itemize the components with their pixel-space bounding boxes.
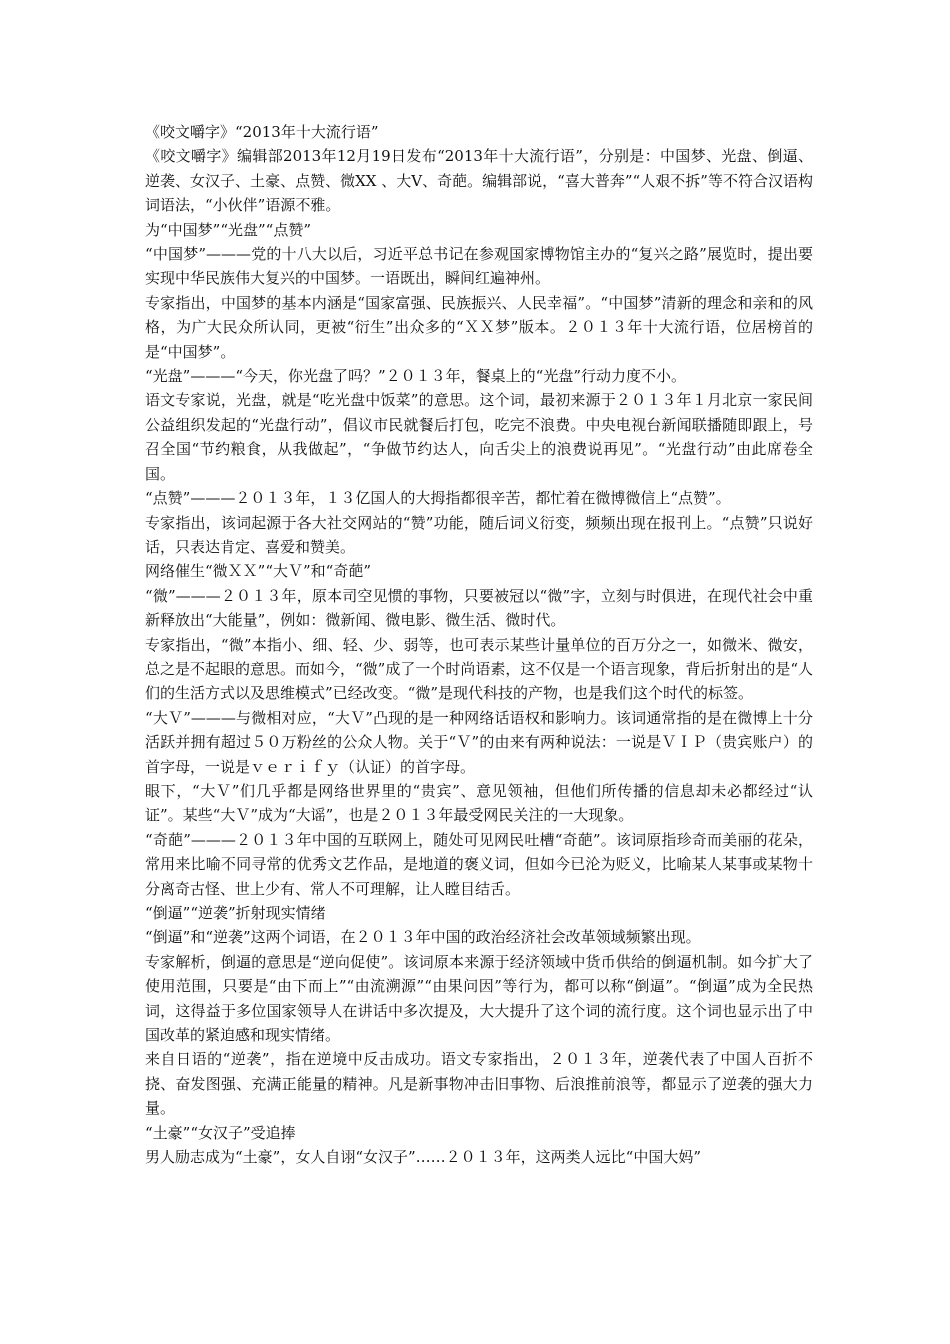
paragraph: “点赞”———２０１３年，１３亿国人的大拇指都很辛苦，都忙着在微博微信上“点赞”。: [145, 489, 731, 508]
paragraph: “光盘”———“今天，你光盘了吗？”２０１３年，餐桌上的“光盘”行动力度不小。: [145, 367, 687, 386]
article-body: [145, 120, 813, 1169]
paragraph: 眼下，“大Ｖ”们几乎都是网络世界里的“贵宾”、意见领袖，但他们所传播的信息却未必都经过“认证”。某些“大Ｖ”成为“大谣”，也是２０１３年最受网民关注的一大现象。: [145, 781, 813, 825]
paragraph: 《咬文嚼字》编辑部2013年12月19日发布“2013年十大流行语”，分别是：中国梦、光盘、倒逼、逆袭、女汉子、土豪、点赞、微XX 、大V、奇葩。编辑部说，“喜大普奔”“人艰不拆”等不符合汉语构词语法，“小伙伴”语源不雅。: [145, 147, 813, 215]
section-heading: 为“中国梦”“光盘”“点赞”: [145, 220, 312, 239]
section-heading: “土豪”“女汉子”受追捧: [145, 1123, 296, 1142]
paragraph: 专家指出，“微”本指小、细、轻、少、弱等，也可表示某些计量单位的百万分之一，如微米、微安，总之是不起眼的意思。而如今，“微”成了一个时尚语素，这不仅是一个语言现象，背后折射出的是“人们的生活方式以及思维模式”已经改变。“微”是现代科技的产物，也是我们这个时代的标签。: [145, 635, 814, 703]
paragraph: “奇葩”———２０１３年中国的互联网上，随处可见网民吐槽“奇葩”。该词原指珍奇而美丽的花朵，常用来比喻不同寻常的优秀文艺作品，是地道的褒义词，但如今已沦为贬义，比喻某人某事或某物十分离奇古怪、世上少有、常人不可理解，让人瞠目结舌。: [145, 830, 813, 898]
paragraph: “倒逼”和“逆袭”这两个词语，在２０１３年中国的政治经济社会改革领域频繁出现。: [145, 928, 701, 947]
paragraph: 来自日语的“逆袭”，指在逆境中反击成功。语文专家指出，２０１３年，逆袭代表了中国人百折不挠、奋发图强、充满正能量的精神。凡是新事物冲击旧事物、后浪推前浪等，都显示了逆袭的强大力量。: [145, 1050, 813, 1118]
paragraph: 专家指出，中国梦的基本内涵是“国家富强、民族振兴、人民幸福”。“中国梦”清新的理念和亲和的风格，为广大民众所认同，更被“衍生”出众多的“ＸＸ梦”版本。２０１３年十大流行语，位居榜首的是“中国梦”。: [145, 293, 813, 361]
paragraph: “微”———２０１３年，原本司空见惯的事物，只要被冠以“微”字，立刻与时俱进，在现代社会中重新释放出“大能量”，例如：微新闻、微电影、微生活、微时代。: [145, 586, 813, 630]
paragraph: 男人励志成为“土豪”，女人自诩“女汉子”……２０１３年，这两类人远比“中国大妈”: [145, 1148, 702, 1167]
section-heading: “倒逼”“逆袭”折射现实情绪: [145, 904, 326, 922]
paragraph: 语文专家说，光盘，就是“吃光盘中饭菜”的意思。这个词，最初来源于２０１３年１月北京一家民间公益组织发起的“光盘行动”，倡议市民就餐后打包，吃完不浪费。中央电视台新闻联播随即跟上，号召全国“节约粮食，从我做起”，“争做节约达人，向舌尖上的浪费说再见”。“光盘行动”由此席卷全国。: [145, 391, 813, 483]
paragraph: 专家解析，倒逼的意思是“逆向促使”。该词原本来源于经济领域中货币供给的倒逼机制。如今扩大了使用范围，只要是“由下而上”“由流溯源”“由果问因”等行为，都可以称“倒逼”。“倒逼”成为全民热词，这得益于多位国家领导人在讲话中多次提及，大大提升了这个词的流行度。这个词也显示出了中国改革的紧迫感和现实情绪。: [145, 952, 813, 1045]
article-title: 《咬文嚼字》“2013年十大流行语”: [145, 123, 379, 141]
paragraph: “中国梦”———党的十八大以后，习近平总书记在参观国家博物馆主办的“复兴之路”展览时，提出要实现中华民族伟大复兴的中国梦。一语既出，瞬间红遍神州。: [145, 245, 813, 288]
section-heading: 网络催生“微ＸＸ”“大Ｖ”和“奇葩”: [145, 562, 372, 581]
paragraph: 专家指出，该词起源于各大社交网站的“赞”功能，随后词义衍变，频频出现在报刊上。“点赞”只说好话，只表达肯定、喜爱和赞美。: [145, 513, 813, 556]
paragraph: “大Ｖ”———与微相对应，“大Ｖ”凸现的是一种网络话语权和影响力。该词通常指的是在微博上十分活跃并拥有超过５０万粉丝的公众人物。关于“Ｖ”的由来有两种说法：一说是ＶＩＰ（贵宾账户）的首字母，一说是ｖｅｒｉｆｙ（认证）的首字母。: [145, 708, 813, 776]
